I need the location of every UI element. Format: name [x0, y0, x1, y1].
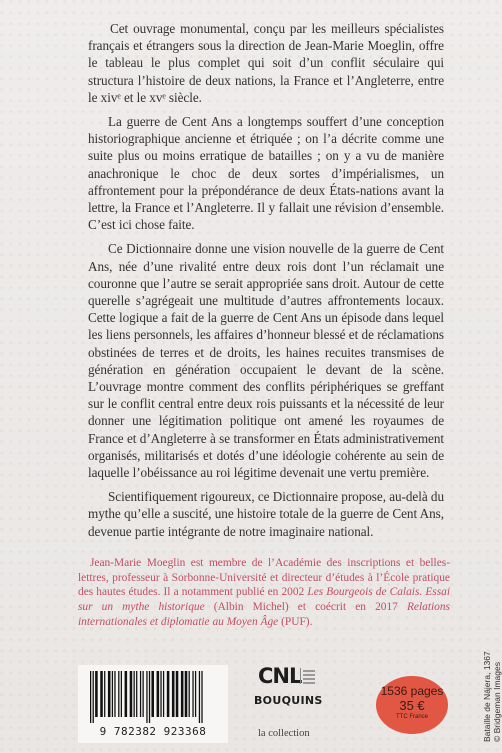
price-sticker: [376, 676, 448, 734]
cnl-logo-mark: [300, 668, 319, 684]
barcode-bar: [192, 671, 193, 717]
barcode-bar: [142, 671, 143, 717]
barcode-bar: [163, 671, 164, 717]
barcode-bar: [195, 671, 196, 717]
author-bio-text-2: (Albin Michel) et coécrit en 2017: [204, 601, 407, 614]
barcode-bar: [134, 671, 135, 717]
barcode-bar: [151, 671, 154, 717]
barcode-bar: [160, 671, 161, 717]
collection-name: la collection: [258, 728, 310, 739]
barcode-bar: [146, 671, 147, 723]
barcode-bar: [172, 671, 175, 717]
description-paragraph-1: Cet ouvrage monumental, conçu par les meilleurs spécialistes français et étrangers sous la direction de Jean-Marie Moeglin, offre le tableau le plus complet qui soit d’un conflit séculaire qui structura l’histoire de deux nations, la France et l’Angleterre, entre le xivᵉ et le xvᵉ siècle.: [88, 21, 444, 105]
barcode-bar: [167, 671, 170, 717]
publisher-name: BOUQUINS: [254, 694, 323, 707]
barcode-bar: [149, 671, 150, 723]
description-paragraph-4: Scientifiquement rigoureux, ce Dictionnaire propose, au-delà du mythe qu’elle a suscité, une histoire totale de la guerre de Cent Ans, devenue partie intégrante de notre imaginaire national.: [88, 489, 444, 539]
barcode: [78, 665, 228, 743]
barcode-bar: [108, 671, 111, 717]
barcode-bar: [121, 671, 122, 717]
barcode-bar: [114, 671, 115, 717]
barcode-bar: [112, 671, 113, 717]
price-note: TTC France: [395, 714, 428, 720]
author-bio-text-3: (PUF).: [278, 615, 313, 628]
barcode-bar: [201, 671, 202, 723]
author-bio-title-2: Relations internationales et diplomatie au Moyen Âge: [78, 601, 450, 628]
barcode-bar: [95, 671, 98, 717]
barcode-bar: [199, 671, 200, 723]
price-value: 35 €: [399, 698, 425, 713]
barcode-bar: [136, 671, 137, 717]
barcode-bar: [100, 671, 103, 717]
author-bio-title-1: Les Bourgeois de Calais. Essai sur un mythe historique: [78, 586, 450, 614]
barcode-bar: [157, 671, 160, 717]
page-count: 1536 pages: [380, 684, 444, 698]
barcode-bar: [176, 671, 179, 717]
image-credit: [482, 651, 502, 742]
barcode-bar: [104, 671, 105, 717]
barcode-digits: 9 782382 923368: [99, 725, 207, 738]
image-credit-caption: Bataille de Nájera, 1367: [482, 651, 492, 742]
barcode-bar: [140, 671, 141, 717]
cnl-logo: CNL: [258, 664, 302, 688]
barcode-bar: [90, 671, 91, 723]
barcode-bar: [130, 671, 133, 717]
barcode-bar: [181, 671, 184, 717]
barcode-bar: [118, 671, 119, 717]
description-paragraph-2: La guerre de Cent Ans a longtemps souffert d’une conception historiographique ancienne et étriquée ; on l’a décrite comme une suite plus ou moins erratique de batailles ; on y a vu de manière anachronique le choc de deux sortes d’impérialismes, un affrontement pour la prépondérance de deux États-nations avant la lettre, la France et l’Angleterre. Il y fallait une révision d’ensemble. C’est ici chose faite.: [88, 114, 444, 233]
author-bio-text-1: Jean-Marie Moeglin est membre de l’Académie des inscriptions et belles-lettres, professeur à Sorbonne-Université et directeur d’études à l’École pratique des hautes études. Il a notamment publié en 2002: [78, 557, 450, 599]
publisher-logo: [252, 664, 323, 750]
image-credit-copyright: © Bridgeman Images: [492, 662, 502, 742]
description-paragraph-3: Ce Dictionnaire donne une vision nouvelle de la guerre de Cent Ans, née d’une rivalité entre deux rois dont l’un réclamait une couronne que l’autre se serait appropriée sans droit. Autour de cette querelle s’agrégeait une multitude d’autres affrontements locaux. Cette logique a fait de la guerre de Cent Ans un épisode dans lequel les liens personnels, les affaires d’honneur blessé et de réclamations obstinées de terres et de droits, les haines recuites transmises de génération en génération occupaient le devant de la scène. L’ouvrage montre comment des conflits périphériques se greffant sur le conflit central entre deux rois puissants et la nécessité de leur donner une légitimation politique ont amené les royaumes de France et d’Angleterre à se transformer en États administrativement organisés, militarisés et dotés d’une idéologie cohérente au sein de laquelle l’obéissance au roi légitime devenait une vertu première.: [88, 241, 444, 481]
book-description: [88, 20, 444, 547]
barcode-bar: [93, 671, 94, 723]
barcode-bars: [90, 671, 218, 723]
barcode-bar: [189, 671, 190, 717]
barcode-bar: [125, 671, 128, 717]
author-bio: [78, 556, 450, 630]
barcode-bar: [185, 671, 188, 717]
